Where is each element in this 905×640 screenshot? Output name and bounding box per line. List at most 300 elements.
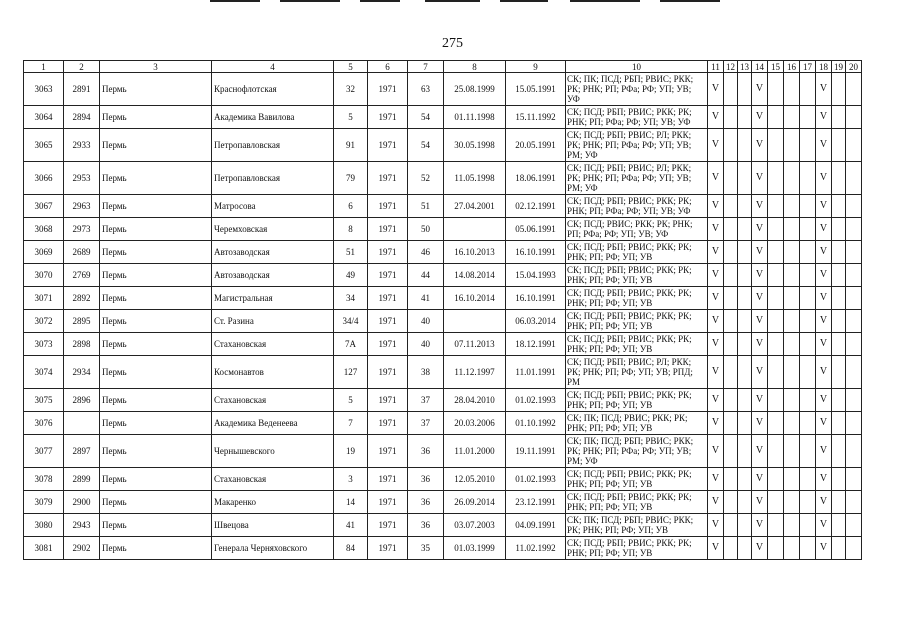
cell-flag-16: [784, 195, 800, 218]
cell-year-built: 1971: [368, 129, 408, 162]
cell-flag-15: [768, 162, 784, 195]
cell-flag-17: [800, 468, 816, 491]
cell-record-number: 3070: [24, 264, 64, 287]
cell-flag-18: V: [816, 218, 832, 241]
cell-street: Черемховская: [212, 218, 334, 241]
cell-flag-16: [784, 412, 800, 435]
cell-flag-13: [738, 435, 752, 468]
cell-flag-12: [724, 73, 738, 106]
cell-flag-11: V: [708, 218, 724, 241]
cell-flag-17: [800, 491, 816, 514]
cell-house-number: 6: [334, 195, 368, 218]
cell-flag-20: [846, 241, 862, 264]
cell-flag-20: [846, 412, 862, 435]
cell-street: Академика Веденеева: [212, 412, 334, 435]
cell-city: Пермь: [100, 468, 212, 491]
cell-flag-12: [724, 162, 738, 195]
cell-house-number: 51: [334, 241, 368, 264]
cell-inspection-date: 25.08.1999: [444, 73, 506, 106]
cell-flag-19: [832, 106, 846, 129]
cell-registry-number: 2953: [64, 162, 100, 195]
cell-registration-date: 18.12.1991: [506, 333, 566, 356]
cell-registry-number: 2899: [64, 468, 100, 491]
cell-flag-11: V: [708, 129, 724, 162]
cell-street: Автозаводская: [212, 264, 334, 287]
cell-city: Пермь: [100, 195, 212, 218]
cell-flag-19: [832, 514, 846, 537]
cell-house-number: 34: [334, 287, 368, 310]
cell-flag-20: [846, 491, 862, 514]
cell-flag-12: [724, 491, 738, 514]
cell-registry-number: 2896: [64, 389, 100, 412]
cell-street: Макаренко: [212, 491, 334, 514]
cell-inspection-date: 07.11.2013: [444, 333, 506, 356]
cell-flag-14: V: [752, 389, 768, 412]
cell-flag-19: [832, 264, 846, 287]
cell-flag-17: [800, 389, 816, 412]
cell-flag-12: [724, 514, 738, 537]
cell-year-built: 1971: [368, 389, 408, 412]
cell-wear-percent: 36: [408, 468, 444, 491]
cell-defect-codes: СК; ПК; ПСД; РВИС; РКК; РК; РНК; РП; РФ; УП; УВ: [566, 412, 708, 435]
cell-flag-18: V: [816, 537, 832, 560]
table-row: [24, 106, 862, 129]
cell-flag-20: [846, 73, 862, 106]
cell-flag-14: V: [752, 287, 768, 310]
cell-flag-18: V: [816, 129, 832, 162]
cell-flag-16: [784, 389, 800, 412]
cell-year-built: 1971: [368, 412, 408, 435]
cell-street: Петропавловская: [212, 162, 334, 195]
cell-flag-19: [832, 241, 846, 264]
cell-wear-percent: 51: [408, 195, 444, 218]
cell-wear-percent: 44: [408, 264, 444, 287]
table-row: [24, 356, 862, 389]
cell-year-built: 1971: [368, 356, 408, 389]
cell-registration-date: 20.05.1991: [506, 129, 566, 162]
cell-flag-14: V: [752, 412, 768, 435]
cell-year-built: 1971: [368, 106, 408, 129]
cell-flag-11: V: [708, 73, 724, 106]
column-header-11: 11: [708, 61, 724, 73]
cell-record-number: 3067: [24, 195, 64, 218]
cell-defect-codes: СК; ПСД; РБП; РВИС; РКК; РК; РНК; РП; РФа; РФ; УП; УВ; УФ: [566, 106, 708, 129]
cell-flag-11: V: [708, 241, 724, 264]
cell-flag-19: [832, 287, 846, 310]
cell-flag-14: V: [752, 218, 768, 241]
cell-flag-17: [800, 356, 816, 389]
cell-year-built: 1971: [368, 73, 408, 106]
cell-flag-18: V: [816, 73, 832, 106]
cell-flag-12: [724, 356, 738, 389]
table-row: [24, 73, 862, 106]
cell-house-number: 5: [334, 106, 368, 129]
cell-flag-19: [832, 537, 846, 560]
cell-flag-18: V: [816, 356, 832, 389]
cell-flag-19: [832, 491, 846, 514]
cell-flag-19: [832, 412, 846, 435]
cell-flag-15: [768, 491, 784, 514]
cell-record-number: 3064: [24, 106, 64, 129]
cell-inspection-date: 11.01.2000: [444, 435, 506, 468]
cell-flag-20: [846, 287, 862, 310]
cell-year-built: 1971: [368, 241, 408, 264]
cell-inspection-date: 16.10.2013: [444, 241, 506, 264]
cell-flag-20: [846, 129, 862, 162]
cell-city: Пермь: [100, 412, 212, 435]
table-row: [24, 537, 862, 560]
cell-flag-15: [768, 356, 784, 389]
cell-house-number: 5: [334, 389, 368, 412]
cell-registration-date: 01.02.1993: [506, 468, 566, 491]
cell-flag-20: [846, 514, 862, 537]
column-header-14: 14: [752, 61, 768, 73]
cell-defect-codes: СК; ПСД; РБП; РВИС; РКК; РК; РНК; РП; РФ; УП; УВ: [566, 333, 708, 356]
cell-house-number: 127: [334, 356, 368, 389]
cell-registry-number: 2897: [64, 435, 100, 468]
cell-year-built: 1971: [368, 264, 408, 287]
cell-registry-number: 2900: [64, 491, 100, 514]
cell-inspection-date: 28.04.2010: [444, 389, 506, 412]
cell-flag-13: [738, 537, 752, 560]
cell-house-number: 8: [334, 218, 368, 241]
cell-house-number: 3: [334, 468, 368, 491]
cell-year-built: 1971: [368, 537, 408, 560]
cell-flag-19: [832, 435, 846, 468]
cell-flag-12: [724, 435, 738, 468]
cell-flag-12: [724, 468, 738, 491]
cell-flag-19: [832, 129, 846, 162]
cell-record-number: 3079: [24, 491, 64, 514]
cell-record-number: 3081: [24, 537, 64, 560]
cell-house-number: 7: [334, 412, 368, 435]
cell-house-number: 91: [334, 129, 368, 162]
cell-inspection-date: 11.05.1998: [444, 162, 506, 195]
cell-flag-14: V: [752, 468, 768, 491]
cell-flag-12: [724, 129, 738, 162]
cell-flag-19: [832, 162, 846, 195]
cell-registration-date: 19.11.1991: [506, 435, 566, 468]
cell-inspection-date: 26.09.2014: [444, 491, 506, 514]
cell-flag-16: [784, 356, 800, 389]
cell-house-number: 32: [334, 73, 368, 106]
cell-flag-13: [738, 468, 752, 491]
cell-flag-14: V: [752, 195, 768, 218]
cell-flag-17: [800, 129, 816, 162]
cell-street: Генерала Черняховского: [212, 537, 334, 560]
cell-flag-13: [738, 412, 752, 435]
cell-year-built: 1971: [368, 162, 408, 195]
cell-registration-date: 04.09.1991: [506, 514, 566, 537]
table-row: [24, 435, 862, 468]
cell-city: Пермь: [100, 73, 212, 106]
cell-flag-14: V: [752, 491, 768, 514]
cell-flag-16: [784, 537, 800, 560]
cell-flag-11: V: [708, 333, 724, 356]
cell-flag-12: [724, 333, 738, 356]
cell-city: Пермь: [100, 333, 212, 356]
table-row: [24, 389, 862, 412]
cell-street: Петропавловская: [212, 129, 334, 162]
cell-city: Пермь: [100, 218, 212, 241]
cell-flag-19: [832, 389, 846, 412]
cell-wear-percent: 63: [408, 73, 444, 106]
cell-city: Пермь: [100, 241, 212, 264]
cell-registry-number: 2769: [64, 264, 100, 287]
cell-flag-14: V: [752, 435, 768, 468]
cell-flag-12: [724, 241, 738, 264]
cell-flag-18: V: [816, 195, 832, 218]
cell-city: Пермь: [100, 129, 212, 162]
cell-registration-date: 18.06.1991: [506, 162, 566, 195]
cell-year-built: 1971: [368, 468, 408, 491]
cell-inspection-date: 03.07.2003: [444, 514, 506, 537]
cell-flag-16: [784, 106, 800, 129]
cell-flag-14: V: [752, 310, 768, 333]
cell-flag-17: [800, 73, 816, 106]
cell-flag-15: [768, 218, 784, 241]
table-row: [24, 218, 862, 241]
cell-flag-13: [738, 514, 752, 537]
cell-flag-18: V: [816, 162, 832, 195]
cell-flag-13: [738, 106, 752, 129]
cell-flag-18: V: [816, 287, 832, 310]
cell-flag-11: V: [708, 195, 724, 218]
cell-year-built: 1971: [368, 287, 408, 310]
cell-house-number: 79: [334, 162, 368, 195]
cell-flag-19: [832, 356, 846, 389]
cell-defect-codes: СК; ПСД; РБП; РВИС; РКК; РК; РНК; РП; РФ; УП; УВ: [566, 264, 708, 287]
cell-record-number: 3065: [24, 129, 64, 162]
cell-flag-15: [768, 537, 784, 560]
cell-record-number: 3066: [24, 162, 64, 195]
table-row: [24, 491, 862, 514]
cell-city: Пермь: [100, 435, 212, 468]
column-header-12: 12: [724, 61, 738, 73]
cell-street: Краснофлотская: [212, 73, 334, 106]
cell-street: Автозаводская: [212, 241, 334, 264]
cell-house-number: 14: [334, 491, 368, 514]
cell-flag-16: [784, 287, 800, 310]
cell-flag-12: [724, 106, 738, 129]
cell-flag-12: [724, 412, 738, 435]
cell-flag-12: [724, 537, 738, 560]
cell-flag-16: [784, 514, 800, 537]
cell-flag-18: V: [816, 389, 832, 412]
cell-registry-number: 2895: [64, 310, 100, 333]
column-header-16: 16: [784, 61, 800, 73]
cell-flag-17: [800, 435, 816, 468]
cell-street: Стахановская: [212, 389, 334, 412]
cell-flag-17: [800, 218, 816, 241]
cell-inspection-date: 27.04.2001: [444, 195, 506, 218]
cell-flag-12: [724, 195, 738, 218]
cell-wear-percent: 38: [408, 356, 444, 389]
cell-defect-codes: СК; ПСД; РБП; РВИС; РКК; РК; РНК; РП; РФ; УП; УВ: [566, 287, 708, 310]
cell-record-number: 3076: [24, 412, 64, 435]
cell-wear-percent: 50: [408, 218, 444, 241]
cell-flag-16: [784, 241, 800, 264]
cell-flag-11: V: [708, 514, 724, 537]
cell-record-number: 3080: [24, 514, 64, 537]
cell-city: Пермь: [100, 162, 212, 195]
table-body: [24, 73, 862, 560]
cell-registry-number: 2891: [64, 73, 100, 106]
cell-registry-number: 2894: [64, 106, 100, 129]
cell-flag-11: V: [708, 435, 724, 468]
cell-wear-percent: 36: [408, 435, 444, 468]
cell-flag-19: [832, 195, 846, 218]
cell-flag-19: [832, 468, 846, 491]
cell-street: Магистральная: [212, 287, 334, 310]
cell-flag-20: [846, 389, 862, 412]
cell-record-number: 3063: [24, 73, 64, 106]
cell-street: Матросова: [212, 195, 334, 218]
cell-flag-14: V: [752, 356, 768, 389]
cell-flag-11: V: [708, 491, 724, 514]
cell-city: Пермь: [100, 310, 212, 333]
cell-flag-17: [800, 537, 816, 560]
cell-flag-13: [738, 162, 752, 195]
cell-flag-11: V: [708, 389, 724, 412]
cell-flag-17: [800, 333, 816, 356]
cell-city: Пермь: [100, 287, 212, 310]
cell-record-number: 3071: [24, 287, 64, 310]
cell-flag-14: V: [752, 106, 768, 129]
column-header-17: 17: [800, 61, 816, 73]
cell-city: Пермь: [100, 389, 212, 412]
cell-flag-16: [784, 333, 800, 356]
cell-defect-codes: СК; ПСД; РВИС; РКК; РК; РНК; РП; РФа; РФ; УП; УВ; УФ: [566, 218, 708, 241]
cell-flag-16: [784, 264, 800, 287]
cell-year-built: 1971: [368, 310, 408, 333]
cell-wear-percent: 37: [408, 412, 444, 435]
cell-wear-percent: 40: [408, 310, 444, 333]
cell-registry-number: 2689: [64, 241, 100, 264]
cell-flag-15: [768, 333, 784, 356]
cell-flag-15: [768, 264, 784, 287]
cell-registration-date: 15.04.1993: [506, 264, 566, 287]
cell-inspection-date: 16.10.2014: [444, 287, 506, 310]
cell-inspection-date: [444, 310, 506, 333]
cell-flag-15: [768, 241, 784, 264]
cell-city: Пермь: [100, 514, 212, 537]
cell-wear-percent: 37: [408, 389, 444, 412]
cell-defect-codes: СК; ПСД; РБП; РВИС; РКК; РК; РНК; РП; РФ; УП; УВ: [566, 537, 708, 560]
cell-flag-15: [768, 195, 784, 218]
table-row: [24, 310, 862, 333]
cell-flag-16: [784, 491, 800, 514]
cell-flag-15: [768, 389, 784, 412]
cell-flag-17: [800, 310, 816, 333]
cell-registry-number: 2934: [64, 356, 100, 389]
cell-flag-18: V: [816, 310, 832, 333]
cell-flag-19: [832, 333, 846, 356]
cell-registration-date: 16.10.1991: [506, 287, 566, 310]
cell-flag-12: [724, 264, 738, 287]
cell-flag-17: [800, 264, 816, 287]
cell-wear-percent: 46: [408, 241, 444, 264]
cell-wear-percent: 40: [408, 333, 444, 356]
cell-defect-codes: СК; ПСД; РБП; РВИС; РКК; РК; РНК; РП; РФ; УП; УВ: [566, 241, 708, 264]
cell-flag-20: [846, 310, 862, 333]
cell-street: Чернышевского: [212, 435, 334, 468]
column-header-3: 3: [100, 61, 212, 73]
cell-registration-date: 06.03.2014: [506, 310, 566, 333]
cell-street: Ст. Разина: [212, 310, 334, 333]
cell-registration-date: 11.02.1992: [506, 537, 566, 560]
cell-defect-codes: СК; ПСД; РБП; РВИС; РЛ; РКК; РК; РНК; РП; РФа; РФ; УП; УВ; РМ; УФ: [566, 129, 708, 162]
cell-registration-date: 05.06.1991: [506, 218, 566, 241]
cell-flag-16: [784, 218, 800, 241]
cell-flag-13: [738, 129, 752, 162]
cell-registration-date: 01.10.1992: [506, 412, 566, 435]
cell-street: Стахановская: [212, 468, 334, 491]
cell-registration-date: 15.05.1991: [506, 73, 566, 106]
registry-table: [23, 60, 862, 560]
top-edge-marks: [200, 0, 760, 4]
table-row: [24, 468, 862, 491]
cell-flag-13: [738, 241, 752, 264]
column-header-18: 18: [816, 61, 832, 73]
cell-flag-12: [724, 218, 738, 241]
cell-house-number: 84: [334, 537, 368, 560]
cell-flag-20: [846, 435, 862, 468]
cell-record-number: 3069: [24, 241, 64, 264]
cell-flag-17: [800, 287, 816, 310]
cell-registration-date: 02.12.1991: [506, 195, 566, 218]
cell-flag-13: [738, 333, 752, 356]
cell-defect-codes: СК; ПСД; РБП; РВИС; РКК; РК; РНК; РП; РФ; УП; УВ: [566, 468, 708, 491]
cell-flag-17: [800, 241, 816, 264]
cell-house-number: 7А: [334, 333, 368, 356]
cell-flag-16: [784, 435, 800, 468]
cell-flag-15: [768, 106, 784, 129]
cell-registration-date: 16.10.1991: [506, 241, 566, 264]
cell-flag-17: [800, 195, 816, 218]
column-header-20: 20: [846, 61, 862, 73]
cell-flag-13: [738, 310, 752, 333]
cell-flag-17: [800, 162, 816, 195]
cell-inspection-date: 20.03.2006: [444, 412, 506, 435]
cell-wear-percent: 41: [408, 287, 444, 310]
cell-record-number: 3077: [24, 435, 64, 468]
cell-record-number: 3075: [24, 389, 64, 412]
cell-flag-15: [768, 310, 784, 333]
cell-flag-18: V: [816, 491, 832, 514]
cell-flag-15: [768, 129, 784, 162]
cell-flag-15: [768, 514, 784, 537]
table-row: [24, 241, 862, 264]
cell-flag-16: [784, 468, 800, 491]
cell-flag-11: V: [708, 537, 724, 560]
cell-registry-number: 2973: [64, 218, 100, 241]
cell-registry-number: 2963: [64, 195, 100, 218]
column-header-19: 19: [832, 61, 846, 73]
cell-flag-11: V: [708, 310, 724, 333]
cell-street: Стахановская: [212, 333, 334, 356]
cell-flag-15: [768, 412, 784, 435]
cell-record-number: 3068: [24, 218, 64, 241]
cell-flag-12: [724, 310, 738, 333]
cell-flag-19: [832, 218, 846, 241]
cell-flag-17: [800, 514, 816, 537]
cell-wear-percent: 35: [408, 537, 444, 560]
cell-defect-codes: СК; ПК; ПСД; РБП; РВИС; РКК; РК; РНК; РП; РФа; РФ; УП; УВ; УФ: [566, 73, 708, 106]
cell-flag-14: V: [752, 537, 768, 560]
cell-defect-codes: СК; ПСД; РБП; РВИС; РКК; РК; РНК; РП; РФа; РФ; УП; УВ; УФ: [566, 195, 708, 218]
cell-flag-20: [846, 468, 862, 491]
